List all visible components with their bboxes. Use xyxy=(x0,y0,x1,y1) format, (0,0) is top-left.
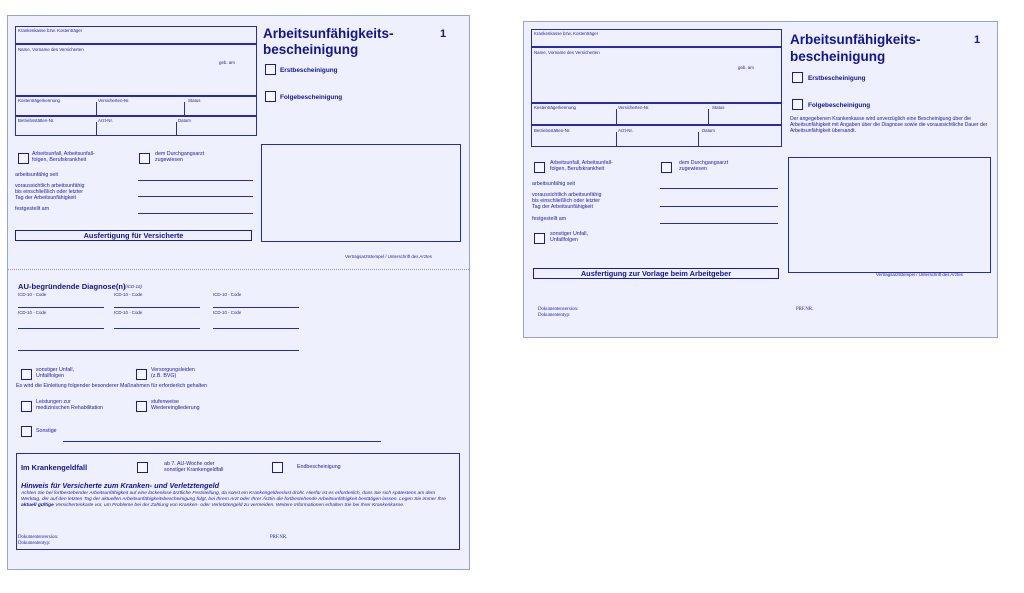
first-cert-label: Erstbescheinigung xyxy=(280,67,338,74)
accident-checkbox-employer[interactable] xyxy=(534,162,545,173)
transit-doctor-checkbox-employer[interactable] xyxy=(661,162,672,173)
rehab-label-2: medizinischen Rehabilitation xyxy=(36,405,104,411)
date-label-employer: Datum xyxy=(702,128,715,133)
diagnosis-subtitle: (ICD-10) xyxy=(125,284,142,289)
accident-label-2: folgen, Berufskrankheit xyxy=(32,157,87,163)
employer-note: Der angegebenen Krankenkasse wird unverzüglich eine Bescheinigung über die Arbeitsunfähigkeit mit Angaben über die Diagnose sowie die voraussichtliche Dauer der Arbeitsunfähigkeit übersandt. xyxy=(790,116,988,135)
determined-field-employer[interactable] xyxy=(660,223,778,224)
accident-label-1: Arbeitsunfall, Arbeitsunfall- xyxy=(32,151,95,157)
insurer-field[interactable] xyxy=(15,26,257,44)
fold-divider xyxy=(8,269,469,270)
other-measures-label: Sonstige xyxy=(36,428,57,434)
insurer-label: Krankenkasse bzw. Kostenträger xyxy=(18,28,83,33)
other-measures-checkbox[interactable] xyxy=(21,426,32,437)
determined-field[interactable] xyxy=(138,213,253,214)
sick-pay-box xyxy=(16,453,460,550)
birth-label: geb. am xyxy=(219,60,235,65)
name-label-employer: Name, Vorname des Versicherten xyxy=(534,50,600,55)
first-cert-checkbox-employer[interactable] xyxy=(792,72,803,83)
reintegration-label-2: Wiedereingliederung xyxy=(151,405,200,411)
transit-doctor-label-1: dem Durchgangsarzt xyxy=(155,151,205,157)
insured-no-label: Versicherten-Nr. xyxy=(98,98,130,103)
icd-field-3[interactable] xyxy=(213,307,299,308)
week7-label-2: sonstiger Krankengeldfall xyxy=(164,467,224,473)
name-label: Name, Vorname des Versicherten xyxy=(18,47,84,52)
stamp-label-employer: Vertragsarztstempel / Unterschrift des Arztes xyxy=(876,272,963,277)
form-title-line2: bescheinigung xyxy=(263,42,359,57)
insurer-field-employer[interactable] xyxy=(531,29,782,47)
icd-field-5[interactable] xyxy=(114,328,200,329)
expected-end-field-employer[interactable] xyxy=(660,206,778,207)
final-cert-checkbox[interactable] xyxy=(272,462,283,473)
stamp-box[interactable] xyxy=(261,144,461,242)
rehab-checkbox[interactable] xyxy=(21,401,32,412)
insurer-id-row-employer[interactable] xyxy=(531,103,782,125)
insurer-id-label-employer: Kostenträgerkennung xyxy=(534,105,576,110)
diagnosis-text-field[interactable] xyxy=(18,350,299,351)
date-label: Datum xyxy=(178,118,191,123)
icd-field-2[interactable] xyxy=(114,307,200,308)
follow-cert-label: Folgebescheinigung xyxy=(280,94,343,101)
other-accident-checkbox-employer[interactable] xyxy=(534,233,545,244)
notice-title: Hinweis für Versicherte zum Kranken- und Verletztengeld xyxy=(21,481,220,490)
unfit-since-label-employer: arbeitsunfähig seit xyxy=(532,181,575,187)
form-title-line1: Arbeitsunfähigkeits- xyxy=(263,26,394,41)
unfit-since-field[interactable] xyxy=(138,180,253,181)
unfit-since-label: arbeitsunfähig seit xyxy=(15,172,58,178)
status-label: Status xyxy=(188,98,201,103)
prf-number-label: PRF.NR. xyxy=(270,535,288,540)
reintegration-checkbox[interactable] xyxy=(136,401,147,412)
first-cert-checkbox[interactable] xyxy=(265,64,276,75)
facility-row[interactable] xyxy=(15,116,257,136)
stamp-label: Vertragsarztstempel / Unterschrift des Arztes xyxy=(345,254,432,259)
insurer-id-row[interactable] xyxy=(15,96,257,116)
facility-row-employer[interactable] xyxy=(531,125,782,147)
name-field-employer[interactable] xyxy=(531,47,782,103)
sick-pay-label: Im Krankengeldfall xyxy=(21,463,88,472)
other-accident-label-1-employer: sonstiger Unfall, xyxy=(550,231,588,237)
week7-checkbox[interactable] xyxy=(137,462,148,473)
form-title-line1-employer: Arbeitsunfähigkeits- xyxy=(790,32,921,47)
transit-doctor-checkbox[interactable] xyxy=(139,153,150,164)
rehab-label-1: Leistungen zur xyxy=(36,399,71,405)
icd-label-2: ICD-10 - Code xyxy=(114,292,143,297)
employee-copy-form xyxy=(7,15,470,570)
follow-cert-checkbox-employer[interactable] xyxy=(792,99,803,110)
doc-type-label: Dokumententyp: xyxy=(18,541,51,546)
icd-label-6: ICD-10 - Code xyxy=(213,310,242,315)
notice-text: Achten Sie bei fortbestehender Arbeitsunfähigkeit auf eine lückenlose ärztliche Feststellung, da sonst ein Krankengeldverlust droht. Hierfür ist es erforderlich, dass Sie sich spätestens am dem Werktag, der auf den letzten Tag der aktuellen Arbeitsunfähigkeitsbescheinigung folgt, bei Ihrem Arzt oder Ihrer Ärztin die fortbestehende Arbeitsunfähigkeit bestätigen lassen. Legen Sie immer Ihre aktuell gültige Versichertenkarte vor, um Probleme bei der Zahlung von Kranken- oder Verletztengeld zu vermeiden. Weitere Informationen erhalten Sie bei Ihrer Krankenkasse. xyxy=(21,491,446,508)
other-accident-label-2-employer: Unfallfolgen xyxy=(550,237,578,243)
icd-label-4: ICD-10 - Code xyxy=(18,310,47,315)
expected-label-1: voraussichtlich arbeitsunfähig xyxy=(15,183,85,189)
transit-doctor-label-1-employer: dem Durchgangsarzt xyxy=(679,160,729,166)
determined-label-employer: festgestellt am xyxy=(532,216,567,222)
transit-doctor-label-2-employer: zugewiesen xyxy=(679,166,707,172)
first-cert-label-employer: Erstbescheinigung xyxy=(808,75,866,82)
form-title-line2-employer: bescheinigung xyxy=(790,49,886,64)
expected-label-2: bis einschließlich oder letzter xyxy=(15,189,84,195)
doc-type-label-employer: Dokumententyp: xyxy=(538,313,571,318)
doctor-no-label: Arzt-Nr. xyxy=(98,118,113,123)
other-accident-label-2: Unfallfolgen xyxy=(36,373,64,379)
birth-label-employer: geb. am xyxy=(738,65,754,70)
icd-label-1: ICD-10 - Code xyxy=(18,292,47,297)
insured-no-label-employer: Versicherten-Nr. xyxy=(618,105,650,110)
form-number: 1 xyxy=(440,28,447,40)
status-label-employer: Status xyxy=(712,105,725,110)
employer-copy-banner: Ausfertigung zur Vorlage beim Arbeitgeber xyxy=(533,268,779,279)
icd-label-3: ICD-10 - Code xyxy=(213,292,242,297)
facility-label-employer: Betriebsstätten-Nr. xyxy=(534,128,571,133)
measures-label: Es wird die Einleitung folgender besonderer Maßnahmen für erforderlich gehalten xyxy=(16,383,208,389)
other-measures-field[interactable] xyxy=(63,441,381,442)
care-condition-checkbox[interactable] xyxy=(136,369,147,380)
expected-label-3-employer: Tag der Arbeitsunfähigkeit xyxy=(532,204,593,210)
week7-label-1: ab 7. AU-Woche oder xyxy=(164,461,215,467)
expected-label-3: Tag der Arbeitsunfähigkeit xyxy=(15,195,76,201)
follow-cert-label-employer: Folgebescheinigung xyxy=(808,102,871,109)
facility-label: Betriebsstätten-Nr. xyxy=(18,118,55,123)
care-condition-label-1: Versorgungsleiden xyxy=(151,367,195,373)
transit-doctor-label-2: zugewiesen xyxy=(155,157,183,163)
doc-version-label-employer: Dokumentenversion: xyxy=(538,307,579,312)
expected-label-2-employer: bis einschließlich oder letzter xyxy=(532,198,601,204)
name-field[interactable] xyxy=(15,44,257,96)
determined-label: festgestellt am xyxy=(15,206,50,212)
icd-label-5: ICD-10 - Code xyxy=(114,310,143,315)
other-accident-checkbox[interactable] xyxy=(21,369,32,380)
insurer-id-label: Kostenträgerkennung xyxy=(18,98,60,103)
doc-version-label: Dokumentenversion: xyxy=(18,535,59,540)
other-accident-label-1: sonstiger Unfall, xyxy=(36,367,74,373)
icd-field-1[interactable] xyxy=(18,307,104,308)
prf-number-label-employer: PRF.NR. xyxy=(796,307,814,312)
accident-label-1-employer: Arbeitsunfall, Arbeitsunfall- xyxy=(550,160,613,166)
insurer-label-employer: Krankenkasse bzw. Kostenträger xyxy=(534,31,599,36)
follow-cert-checkbox[interactable] xyxy=(265,91,276,102)
care-condition-label-2: (z.B. BVG) xyxy=(151,373,177,379)
stamp-box-employer[interactable] xyxy=(788,157,991,273)
expected-label-1-employer: voraussichtlich arbeitsunfähig xyxy=(532,192,602,198)
employer-copy-form xyxy=(523,21,998,338)
icd-field-6[interactable] xyxy=(213,328,299,329)
final-cert-label: Endbescheinigung xyxy=(297,464,341,470)
form-number-employer: 1 xyxy=(974,34,981,46)
expected-end-field[interactable] xyxy=(138,196,253,197)
diagnosis-title: AU-begründende Diagnose(n) xyxy=(18,282,126,291)
doctor-no-label-employer: Arzt-Nr. xyxy=(618,128,633,133)
icd-field-4[interactable] xyxy=(18,328,104,329)
employee-copy-banner: Ausfertigung für Versicherte xyxy=(15,230,252,241)
accident-label-2-employer: folgen, Berufskrankheit xyxy=(550,166,605,172)
reintegration-label-1: stufenweise xyxy=(151,399,179,405)
unfit-since-field-employer[interactable] xyxy=(660,188,778,189)
accident-checkbox[interactable] xyxy=(18,153,29,164)
